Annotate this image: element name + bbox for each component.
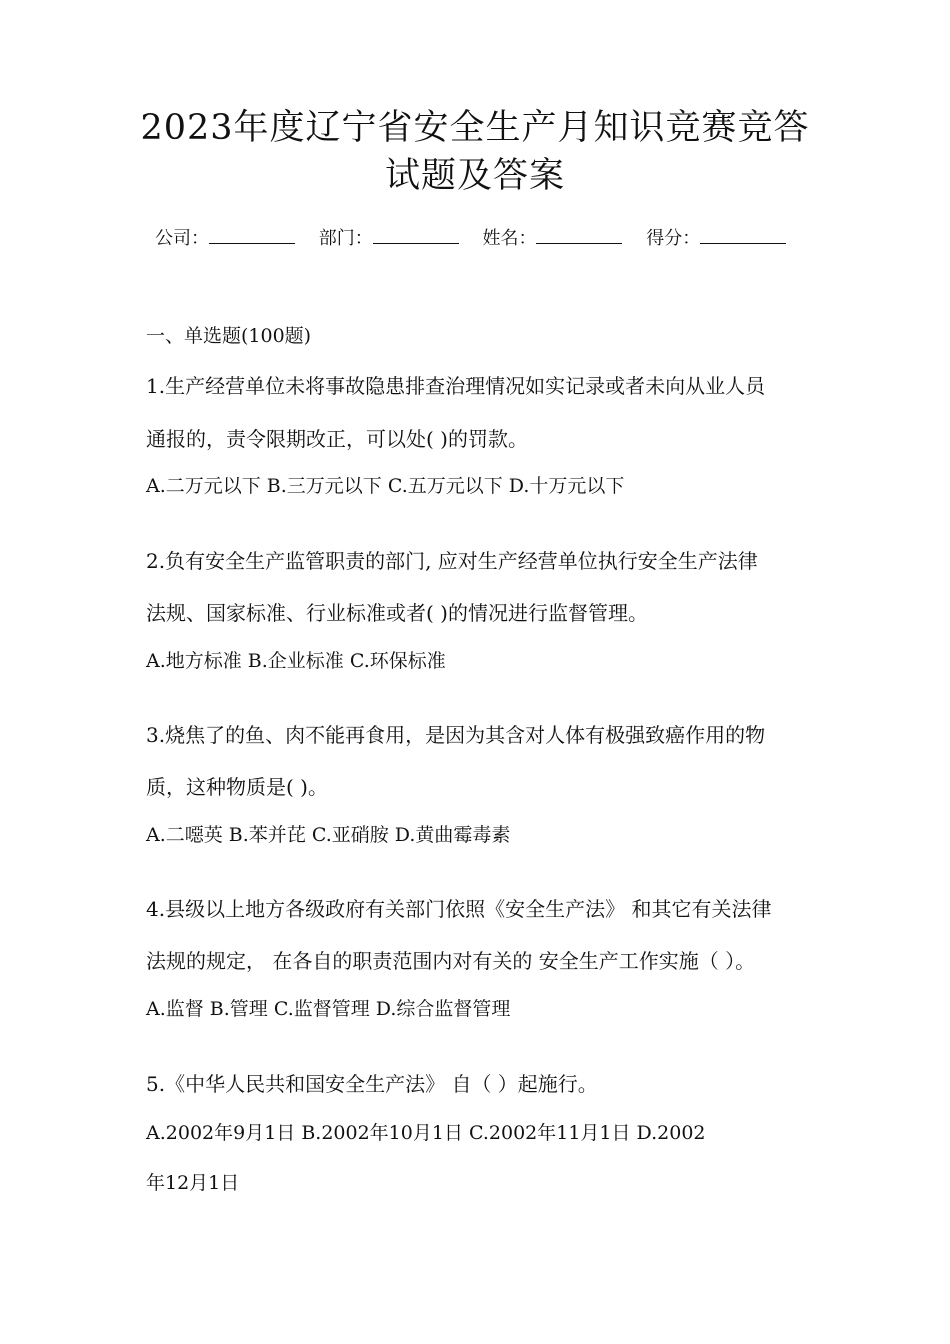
score-blank	[700, 227, 786, 244]
question-5-options-line-1: A.2002年9月1日 B.2002年10月1日 C.2002年11月1日 D.2002	[146, 1122, 706, 1144]
document-title-line-1: 2023年度辽宁省安全生产月知识竞赛竞答	[140, 108, 810, 148]
section-heading: 一、单选题(100题)	[146, 325, 312, 347]
score-field	[646, 224, 786, 250]
question-2-line-1: 2.负有安全生产监管职责的部门, 应对生产经营单位执行安全生产法律	[146, 549, 758, 573]
question-1-options: A.二万元以下 B.三万元以下 C.五万元以下 D.十万元以下	[146, 475, 625, 497]
question-4-line-1: 4.县级以上地方各级政府有关部门依照《安全生产法》 和其它有关法律	[146, 897, 772, 921]
question-3-line-2: 质，这种物质是( )。	[146, 775, 328, 799]
document-title-line-2: 试题及答案	[384, 156, 565, 196]
department-blank	[373, 227, 459, 244]
info-fields	[155, 224, 804, 250]
company-label: 公司：	[155, 228, 209, 249]
question-1-line-1: 1.生产经营单位未将事故隐患排查治理情况如实记录或者未向从业人员	[146, 374, 766, 398]
question-4-options: A.监督 B.管理 C.监督管理 D.综合监督管理	[146, 998, 511, 1020]
question-2-options: A.地方标准 B.企业标准 C.环保标准	[146, 650, 446, 672]
name-field	[482, 224, 622, 250]
question-2-line-2: 法规、国家标准、行业标准或者( )的情况进行监督管理。	[146, 601, 648, 625]
company-field	[155, 224, 295, 250]
question-5-options-line-2: 年12月1日	[146, 1172, 240, 1194]
name-blank	[536, 227, 622, 244]
question-4-line-2: 法规的规定， 在各自的职责范围内对有关的 安全生产工作实施（ ）。	[146, 949, 756, 973]
question-5-line-1: 5.《中华人民共和国安全生产法》 自（ ）起施行。	[146, 1072, 598, 1096]
department-label: 部门：	[318, 228, 373, 249]
company-blank	[209, 227, 295, 244]
score-label: 得分：	[646, 228, 701, 249]
department-field	[319, 224, 459, 250]
question-3-line-1: 3.烧焦了的鱼、肉不能再食用，是因为其含对人体有极强致癌作用的物	[146, 723, 766, 747]
name-label: 姓名：	[482, 228, 537, 249]
question-3-options: A.二噁英 B.苯并芘 C.亚硝胺 D.黄曲霉毒素	[146, 824, 511, 846]
question-1-line-2: 通报的，责令限期改正，可以处( )的罚款。	[146, 427, 528, 451]
